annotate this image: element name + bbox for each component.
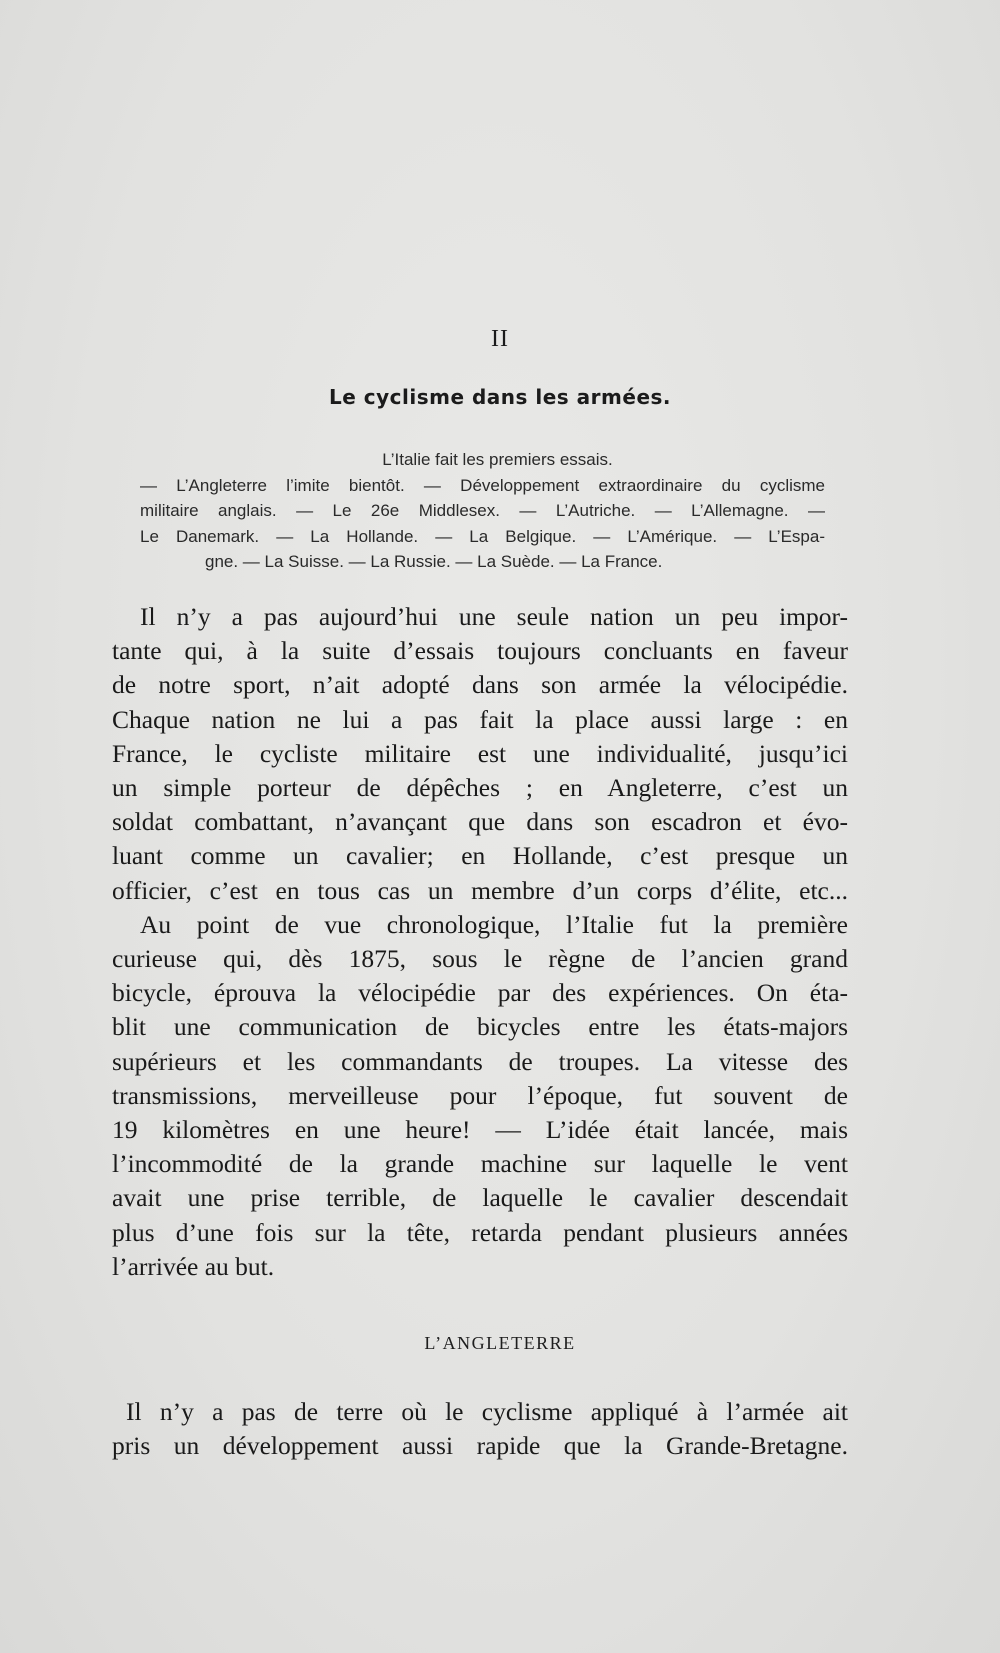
body-line: 19 kilomètres en une heure! — L’idée était lancée, mais: [112, 1115, 848, 1145]
summary-line: — L’Angleterre l’imite bientôt. — Développement extraordinaire du cyclisme: [140, 475, 825, 495]
body-line: Au point de vue chronologique, l’Italie fut la première: [140, 909, 848, 939]
body-line: avait une prise terrible, de laquelle le cavalier descendait: [112, 1183, 848, 1213]
body-line: France, le cycliste militaire est une individualité, jusqu’ici: [112, 738, 848, 768]
body-line: Chaque nation ne lui a pas fait la place aussi large : en: [112, 704, 848, 734]
summary-line: gne. — La Suisse. — La Russie. — La Suède. — La France.: [205, 552, 663, 571]
summary-line: militaire anglais. — Le 26e Middlesex. — L’Autriche. — L’Allemagne. —: [140, 501, 825, 520]
body-line: transmissions, merveilleuse pour l’époque, fut souvent de: [112, 1080, 848, 1110]
chapter-summary: [140, 447, 825, 575]
body-paragraphs: [112, 600, 848, 1284]
body-line: officier, c’est en tous cas un membre d’un corps d’élite, etc...: [112, 875, 848, 905]
body-line: blit une communication de bicycles entre les états-majors: [112, 1012, 848, 1042]
body-line: curieuse qui, dès 1875, sous le règne de l’ancien grand: [112, 944, 848, 974]
chapter-title: Le cyclisme dans les armées.: [328, 385, 672, 409]
chapter-number: II: [491, 326, 509, 352]
body-line: soldat combattant, n’avançant que dans son escadron et évo-: [112, 807, 848, 837]
body-line: Il n’y a pas de terre où le cyclisme appliqué à l’armée ait: [126, 1397, 848, 1426]
summary-line: Le Danemark. — La Hollande. — La Belgique. — L’Amérique. — L’Espa-: [140, 526, 825, 546]
body-line: plus d’une fois sur la tête, retarda pendant plusieurs années: [112, 1217, 848, 1247]
body-line: luant comme un cavalier; en Hollande, c’est presque un: [112, 841, 848, 871]
body-line: l’incommodité de la grande machine sur laquelle le vent: [112, 1149, 848, 1179]
body-line: l’arrivée au but.: [112, 1251, 275, 1281]
body-line: un simple porteur de dépêches ; en Angleterre, c’est un: [112, 773, 848, 803]
summary-line: L’Italie fait les premiers essais.: [382, 450, 613, 469]
body-line: tante qui, à la suite d’essais toujours concluants en faveur: [112, 636, 848, 666]
body-line: supérieurs et les commandants de troupes. La vitesse des: [112, 1046, 848, 1076]
section-heading: L’ANGLETERRE: [424, 1333, 576, 1353]
body-line: Il n’y a pas aujourd’hui une seule nation un peu impor-: [140, 602, 848, 631]
body-line: bicycle, éprouva la vélocipédie par des expériences. On éta-: [112, 978, 848, 1008]
section-paragraph: [112, 1395, 848, 1463]
body-line: pris un développement aussi rapide que la Grande-Bretagne.: [112, 1431, 848, 1461]
body-line: de notre sport, n’ait adopté dans son armée la vélocipédie.: [112, 670, 848, 700]
